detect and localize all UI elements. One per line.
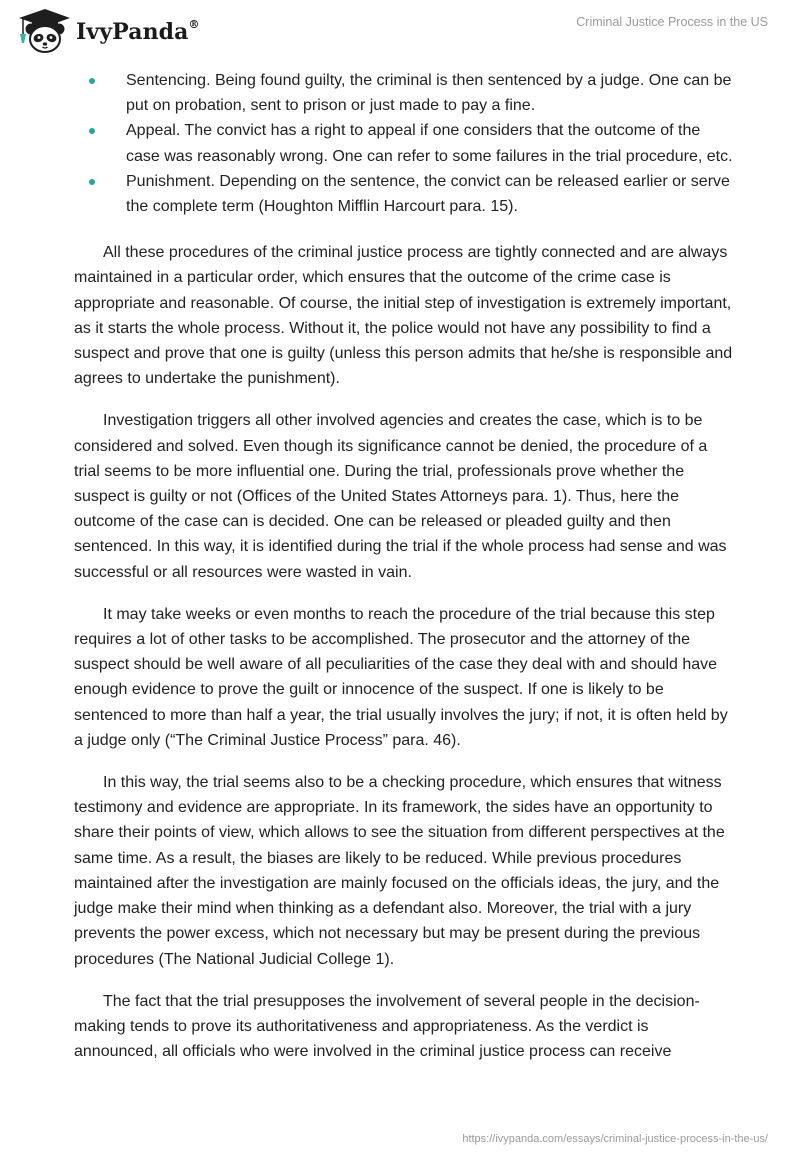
- paragraph: All these procedures of the criminal justice process are tightly connected and are always maintained in a particular order, which ensures that the outcome of the crime case is appropriate and reasonable. Of course, the initial step of investigation is extremely important, as it starts the whole process. Without it, the police would not have any possibility to find a suspect and prove that one is guilty (unless this person admits that he/she is responsible and agrees to undertake the punishment).: [74, 244, 733, 388]
- brand-logo[interactable]: [14, 8, 200, 54]
- document-title: Criminal Justice Process in the US: [576, 15, 768, 29]
- list-item: [74, 68, 734, 118]
- bullet-dot-icon: [89, 128, 95, 134]
- page-header: [0, 0, 800, 60]
- paragraph: The fact that the trial presupposes the involvement of several people in the decision-making tends to prove its authoritativeness and appropriateness. As the verdict is announced, all officials who were involved in the criminal justice process can receive: [74, 992, 700, 1061]
- list-item-text: Punishment. Depending on the sentence, the convict can be released earlier or serve the complete term (Houghton Mifflin Harcourt para. 15).: [126, 172, 730, 216]
- paragraph: In this way, the trial seems also to be a checking procedure, which ensures that witness testimony and evidence are appropriate. In its framework, the sides have an opportunity to share their points of view, which allows to see the situation from different perspectives at the same time. As a result, the biases are likely to be reduced. While previous procedures maintained after the investigation are mainly focused on the officials ideas, the jury, and the judge make their mind when thinking as a defendant also. Moreover, the trial with a jury prevents the power excess, which not necessary but may be present during the previous procedures (The National Judicial College 1).: [74, 774, 725, 968]
- list-item: [74, 169, 734, 219]
- procedure-list: [74, 68, 734, 219]
- paragraph: It may take weeks or even months to reach the procedure of the trial because this step requires a lot of other tasks to be accomplished. The prosecutor and the attorney of the suspect should be well aware of all peculiarities of the case they deal with and should have enough evidence to prove the guilt or innocence of the suspect. If one is likely to be sentenced to more than half a year, the trial usually involves the jury; if not, it is often held by a judge only (“The Criminal Justice Process” para. 46).: [74, 605, 728, 749]
- paragraph: Investigation triggers all other involved agencies and creates the case, which is to be considered and solved. Even though its significance cannot be denied, the procedure of a trial seems to be more influential one. During the trial, professionals prove whether the suspect is guilty or not (Offices of the United States Attorneys para. 1). Thus, here the outcome of the case can is decided. One can be released or pleaded guilty and then sentenced. In this way, it is identified during the trial if the whole process had sense and was successful or all resources were wasted in vain.: [74, 412, 727, 581]
- list-item: [74, 118, 734, 168]
- bullet-dot-icon: [89, 179, 95, 185]
- panda-graduate-icon: [14, 8, 72, 54]
- brand-name: IvyPanda®: [76, 17, 200, 45]
- source-url-link[interactable]: https://ivypanda.com/essays/criminal-justice-process-in-the-us/: [462, 1133, 768, 1145]
- list-item-text: Sentencing. Being found guilty, the criminal is then sentenced by a judge. One can be put on probation, sent to prison or just made to pay a fine.: [126, 72, 732, 115]
- registered-mark: ®: [188, 17, 200, 31]
- bullet-dot-icon: [89, 78, 95, 84]
- list-item-text: Appeal. The convict has a right to appeal if one considers that the outcome of the case was reasonably wrong. One can refer to some failures in the trial procedure, etc.: [126, 122, 733, 165]
- essay-body: [74, 68, 734, 1064]
